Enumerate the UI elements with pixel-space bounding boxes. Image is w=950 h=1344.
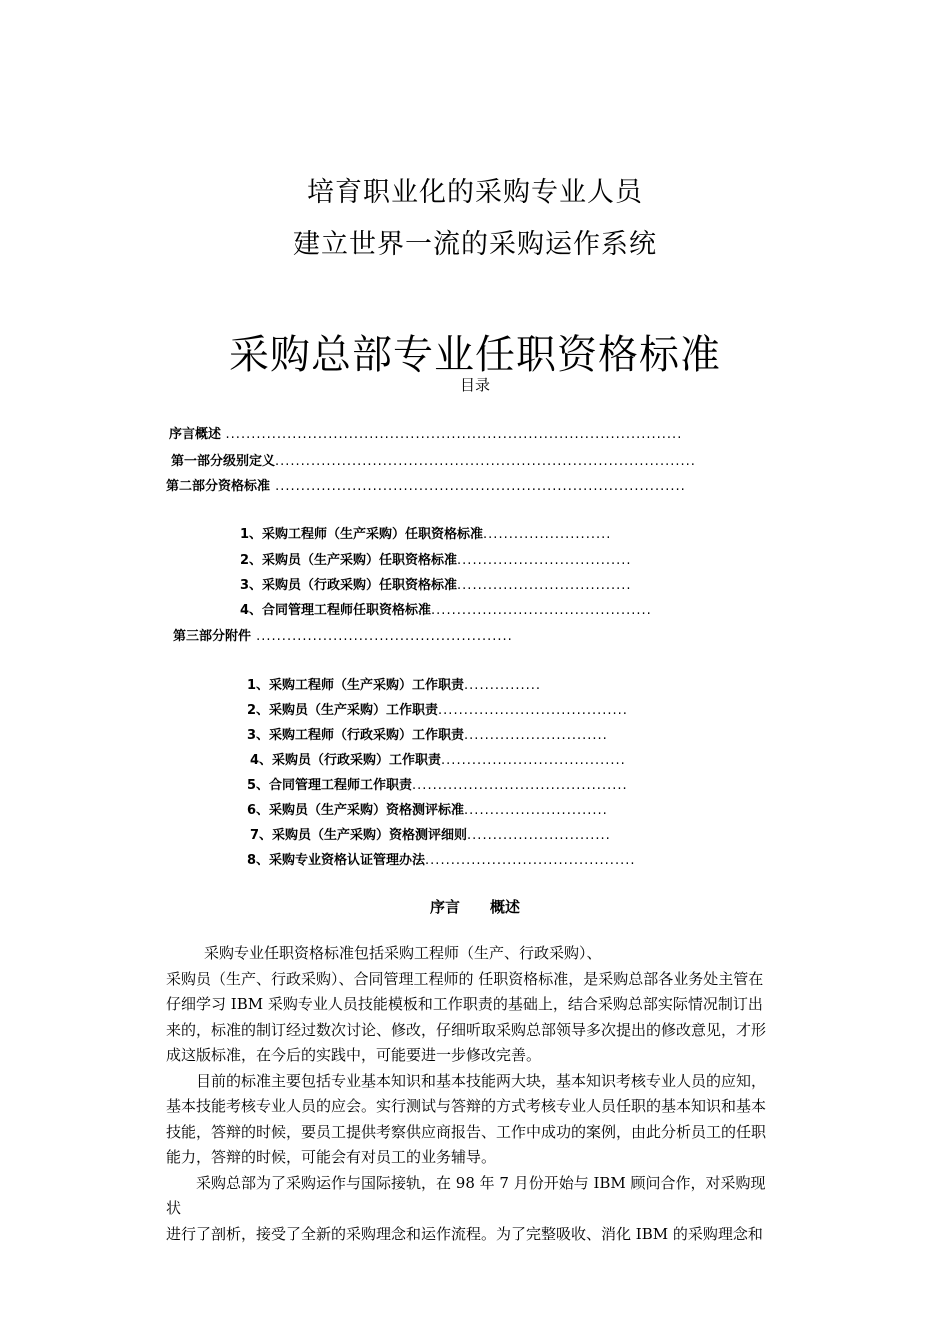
toc-entry-label: 第一部分级别定义 [171,454,276,469]
toc-entry [247,724,608,743]
toc-leader-dots: .......................................... [412,778,628,793]
toc-entry-label: 5、合同管理工程师工作职责 [247,778,413,793]
toc-entry [250,749,626,768]
toc-entry-label: 4、采购员（行政采购）工作职责 [250,753,442,768]
toc-entry [240,549,632,568]
toc-leader-dots: ......................... [483,527,612,542]
body-line: 技能，答辩的时候，要员工提供考察供应商报告、工作中成功的案例，由此分析员工的任职 [166,1122,767,1141]
document-title: 采购总部专业任职资格标准 [229,332,721,378]
toc-leader-dots: .................................................................................. [275,454,696,469]
toc-entry [250,824,611,843]
toc-entry [247,849,635,868]
body-line: 成这版标准，在今后的实践中，可能要进一步修改完善。 [166,1046,542,1064]
body-text [166,941,836,1247]
toc-entry [173,625,513,644]
motto-line-1: 培育职业化的采购专业人员 [307,177,643,208]
toc-leader-dots: ................................................................................ [270,479,686,494]
body-line: 目前的标准主要包括专业基本知识和基本技能两大块，基本知识考核专业人员的应知， [196,1071,767,1090]
toc-leader-dots: .................................... [441,753,626,768]
toc-entry-label: 第二部分资格标准 [166,479,271,494]
toc-entry [240,574,632,593]
toc-entry-label: 1、采购工程师（生产采购）任职资格标准 [240,527,484,542]
toc-entry-label: 3、采购工程师（行政采购）工作职责 [247,728,465,743]
body-line: 采购员（生产、行政采购）、合同管理工程师的 任职资格标准，是采购总部各业务处主管在 [166,969,764,988]
toc-heading: 目录 [459,376,490,394]
toc-entry [171,450,696,469]
toc-entry-label: 1、采购工程师（生产采购）工作职责 [247,678,465,693]
toc-entry-label: 4、合同管理工程师任职资格标准 [240,603,432,618]
toc-leader-dots: ........................................... [431,603,652,618]
body-line: 仔细学习 IBM 采购专业人员技能模板和工作职责的基础上，结合采购总部实际情况制订出 [166,995,763,1013]
body-line: 能力，答辩的时候，可能会有对员工的业务辅导。 [166,1148,497,1166]
toc-entry [240,523,611,542]
toc-entry-label: 2、采购员（生产采购）任职资格标准 [240,553,458,568]
body-line: 采购总部为了采购运作与国际接轨，在 98 年 7 月份开始与 IBM 顾问合作，对采购现 [196,1173,766,1192]
toc-entry-label: 6、采购员（生产采购）资格测评标准 [247,803,465,818]
toc-leader-dots: .................................. [457,553,632,568]
toc-leader-dots: .................................. [457,578,632,593]
toc-entry-label: 第三部分附件 [173,629,252,644]
toc-entry [247,799,608,818]
toc-entry [247,774,628,793]
toc-entry [247,699,628,718]
body-line: 状 [166,1199,182,1217]
toc-entry [166,475,686,494]
section-heading-part1: 序言 [429,898,460,916]
toc-leader-dots: ......................................... [425,853,636,868]
toc-leader-dots: ............................ [464,803,608,818]
body-line: 采购专业任职资格标准包括采购工程师（生产、行政采购）、 [204,944,602,962]
toc-entry-label: 2、采购员（生产采购）工作职责 [247,703,439,718]
toc-entry-label: 3、采购员（行政采购）任职资格标准 [240,578,458,593]
body-line: 进行了剖析，接受了全新的采购理念和运作流程。为了完整吸收、消化 IBM 的采购理念和 [166,1224,763,1243]
toc-leader-dots: ............... [464,678,542,693]
body-line: 基本技能考核专业人员的应会。实行测试与答辩的方式考核专业人员任职的基本知识和基本 [166,1097,767,1115]
toc-leader-dots: ......................................................................................... [225,427,683,442]
toc-entry [169,423,682,442]
toc-entry [240,599,652,618]
toc-leader-dots: .................................................. [251,629,513,644]
body-line: 来的，标准的制订经过数次讨论、修改，仔细听取采购总部领导多次提出的修改意见，才形 [166,1020,767,1039]
toc-entry-label: 7、采购员（生产采购）资格测评细则 [250,828,468,843]
toc-leader-dots: ............................ [467,828,611,843]
toc-entry [247,674,541,693]
toc-entry-label: 8、采购专业资格认证管理办法 [247,853,426,868]
section-heading-part2: 概述 [490,898,521,916]
toc-entry-label: 序言概述 [169,427,222,442]
motto-line-2: 建立世界一流的采购运作系统 [293,229,657,260]
section-heading [0,896,950,917]
toc-leader-dots: ..................................... [438,703,628,718]
toc-leader-dots: ............................ [464,728,608,743]
